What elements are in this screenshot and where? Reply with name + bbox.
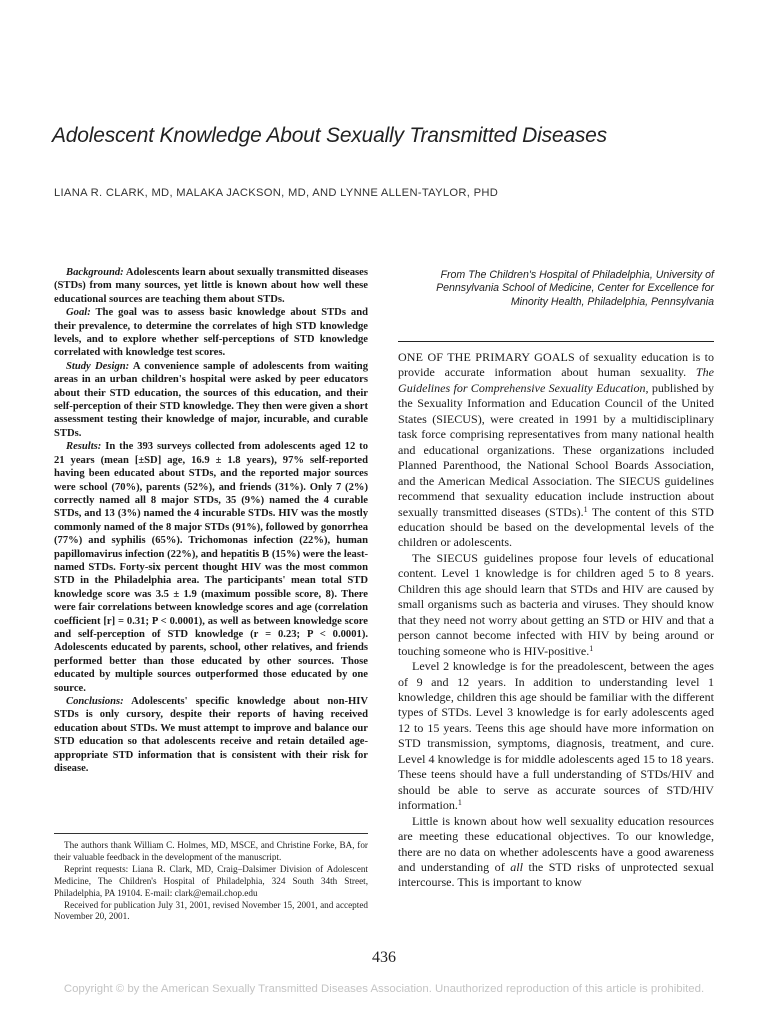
page-number: 436 — [372, 949, 396, 966]
body-text — [398, 350, 714, 891]
body-text-run: published by the Sexuality Information and Education Council of the United States (SIECUS), were created in 1991 by a multidisciplinary task force comprising representatives from many national health and educational organizations. These organizations included Planned Parenthood, the National School Boards Association, and the American Medical Association. The SIECUS guidelines recommend that sexuality education include instruction about sexually transmitted diseases (STDs). — [398, 380, 714, 519]
body-paragraph — [398, 814, 714, 891]
design-label: Study Design: — [66, 360, 130, 372]
body-text-run: the STD risks of unprotected sexual intercourse. This is important to know — [398, 859, 715, 890]
copyright-notice: Copyright © by the American Sexually Transmitted Diseases Association. Unauthorized reproduction of this article is prohibited. — [63, 983, 705, 995]
background-text: Adolescents learn about sexually transmitted diseases (STDs) from many sources, yet little is known about how well these educational sources are teaching them about STDs. — [54, 267, 368, 305]
abstract-goal — [54, 306, 368, 360]
body-paragraph — [398, 659, 714, 814]
conclusions-text: Adolescents' specific knowledge about non-HIV STDs is only cursory, despite their reports of having received education about STDs. We must attempt to improve and balance our STD education so that adolescents receive and retain detailed age-appropriate STD information that is consistent with their risk for disease. — [54, 696, 368, 775]
emphasis: all — [510, 859, 523, 874]
reference-marker: 1 — [583, 504, 588, 514]
abstract-conclusions — [54, 695, 368, 775]
guidelines-title: The Guidelines for Comprehensive Sexuality Education, — [398, 365, 714, 395]
affiliation: From The Children's Hospital of Philadelphia, University of Pennsylvania School of Medicine, Center for Excellence for Minority Health, Philadelphia, Pennsylvania — [436, 269, 714, 308]
footnote-acknowledgment: The authors thank William C. Holmes, MD, MSCE, and Christine Forke, BA, for their valuable feedback in the development of the manuscript. — [54, 840, 368, 862]
footnote-reprint-requests: Reprint requests: Liana R. Clark, MD, Craig–Dalsimer Division of Adolescent Medicine, The Children's Hospital of Philadelphia, 324 South 34th Street, Philadelphia, PA 19104. E-mail: clark@email.chop.edu — [54, 863, 368, 898]
lead-in: ONE OF THE PRIMARY GOALS — [398, 350, 575, 364]
author-list: LIANA R. CLARK, MD, MALAKA JACKSON, MD, AND LYNNE ALLEN-TAYLOR, PHD — [54, 187, 499, 199]
article-title: Adolescent Knowledge About Sexually Transmitted Diseases — [52, 124, 607, 147]
background-label: Background: — [66, 267, 124, 278]
affiliation-divider — [398, 341, 714, 342]
design-text: A convenience sample of adolescents from waiting areas in an urban children's hospital were asked by peer educators about their STD education, the sources of this education, and their self-perception of their STD knowledge. They then were given a short assessment testing their knowledge of major, incurable, and curable STDs. — [54, 360, 368, 439]
footnotes — [54, 840, 368, 923]
body-text-run: of sexuality education is to provide accurate information about human sexuality. — [398, 350, 714, 380]
abstract — [54, 266, 368, 775]
abstract-study-design — [54, 360, 368, 440]
abstract-results — [54, 440, 368, 695]
goal-text: The goal was to assess basic knowledge about STDs and their prevalence, to determine the correlates of high STD knowledge levels, and to explore whether self-perceptions of STD knowledge correlated with knowledge test scores. — [54, 307, 368, 359]
conclusions-label: Conclusions: — [66, 696, 124, 707]
goal-label: Goal: — [66, 307, 91, 319]
body-text-run: The content of this STD education should be based on the developmental levels of the children or adolescents. — [398, 504, 714, 550]
footnote-divider — [54, 833, 368, 834]
footnote-received: Received for publication July 31, 2001, revised November 15, 2001, and accepted November 20, 2001. — [54, 899, 368, 922]
results-text: In the 393 surveys collected from adolescents aged 12 to 21 years (mean [±SD] age, 16.9 ± 1.8 years), 97% self-reported having been educated about STDs, and the reported major sources were school (70%), parents (52%), and friends (31%). Only 7 (2%) correctly named all 8 major STDs, 35 (9%) named the 4 curable STDs, and 13 (3%) named the 4 incurable STDs. HIV was the mostly commonly named of the 8 major STDs (91%), followed by gonorrhea (77%) and syphilis (65%). Trichomonas infection (22%), human papillomavirus infection (22%), and hepatitis B (15%) were the least-named STDs. Forty-six percent thought HIV was the most common STD in the Philadelphia area. The participants' mean total STD knowledge score was 3.5 ± 1.9 (maximum possible score, 8). There were fair correlations between knowledge scores and age (correlation coefficient [r] = 0.31; P < 0.0001), as well as between knowledge score and self-perception of STD knowledge (r = 0.23; P < 0.0001). Adolescents educated by parents, school, other relatives, and friends performed better than those educated by other sources. Those educated by multiple sources outperformed those educated by one source. — [54, 441, 368, 694]
body-paragraph — [398, 350, 714, 551]
body-text-run: Little is known about how well sexuality education resources are meeting these educational objectives. To our knowledge, there are no data on whether adolescents have a good awareness and understanding of — [398, 813, 714, 874]
abstract-background — [54, 266, 368, 306]
results-label: Results: — [66, 441, 102, 453]
body-text-run: The SIECUS guidelines propose four levels of educational content. Level 1 knowledge is for children aged 5 to 8 years. Children this age should learn that STDs and HIV are caused by small organisms such as bacteria and viruses. They should know that they need not worry about getting an STD or HIV and that a person cannot become infected with HIV by being around or touching someone who is HIV-positive. — [398, 550, 714, 658]
reference-marker: 1 — [589, 643, 594, 653]
body-paragraph — [398, 551, 714, 659]
body-text-run: Level 2 knowledge is for the preadolescent, between the ages of 9 and 12 years. In addition to understanding level 1 knowledge, children this age should be familiar with the different types of STDs. Level 3 knowledge is for early adolescents aged 12 to 15 years. Teens this age should have more information on STD transmission, symptoms, diagnosis, treatment, and cure. Level 4 knowledge is for middle adolescents aged 15 to 18 years. These teens should have a full understanding of STDs/HIV and should be able to serve as accurate sources of STD/HIV information. — [398, 659, 714, 813]
reference-marker: 1 — [457, 798, 462, 808]
